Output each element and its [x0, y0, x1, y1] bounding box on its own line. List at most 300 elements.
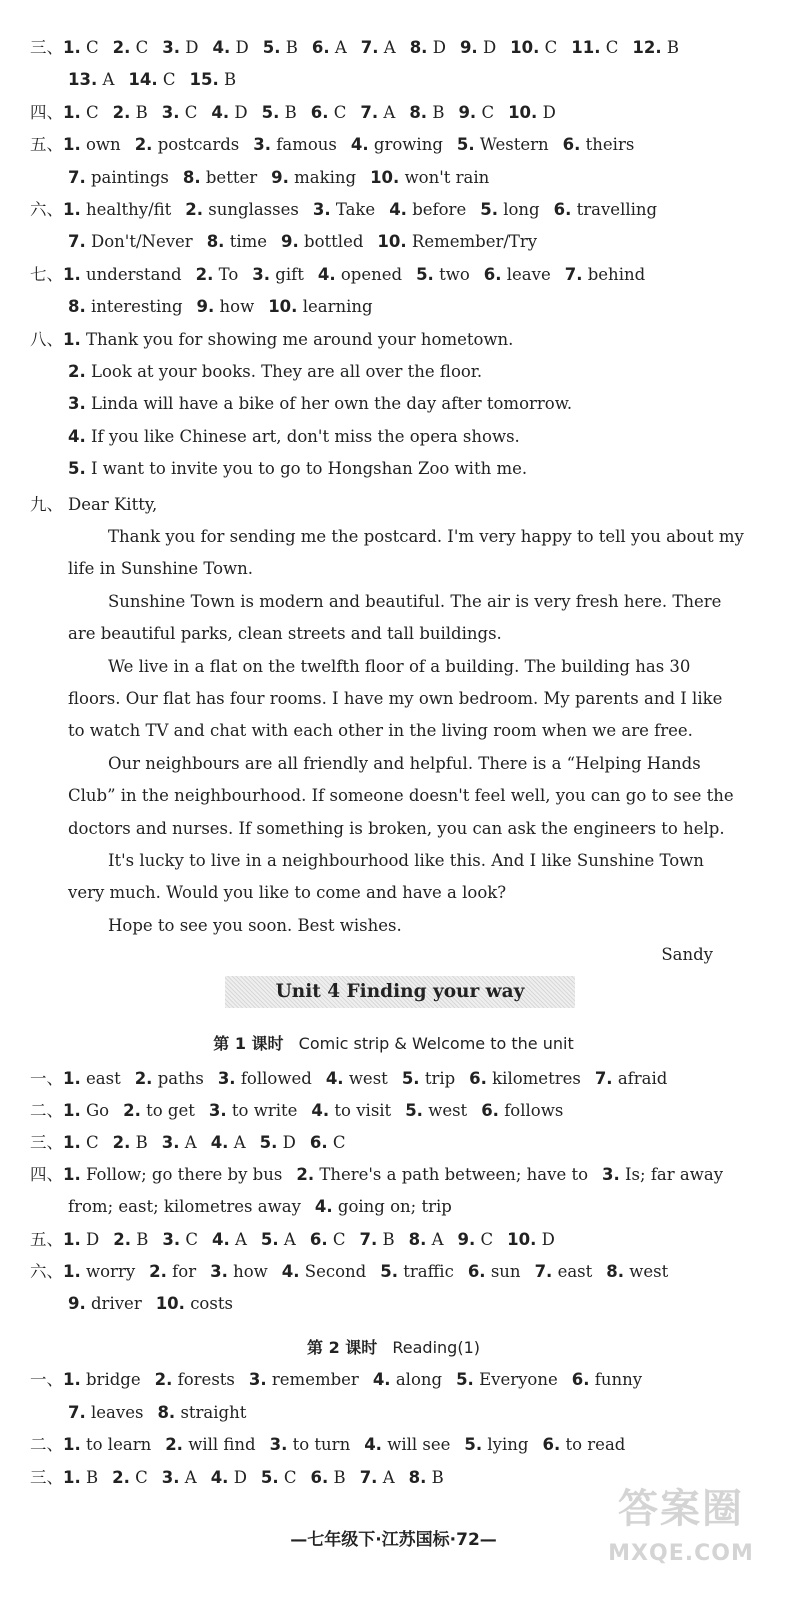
answer-item [563, 135, 635, 154]
answer-text: Everyone [479, 1370, 558, 1389]
answer-number: 2. [134, 135, 153, 155]
answer-number: 6. [571, 1370, 590, 1389]
answer-number: 2. [113, 1229, 131, 1249]
section-label: 一、 [30, 1370, 63, 1389]
letter-line: doctors and nurses. If something is broken, you can ask the engineers to help. [68, 818, 725, 838]
answer-item [458, 103, 494, 122]
answer-number: 2. [68, 362, 86, 381]
answer-number: 1. [63, 264, 81, 284]
lesson-2-number: 第 2 课时 [307, 1338, 378, 1357]
answer-number: 3. [269, 1435, 288, 1454]
answer-item [68, 297, 183, 316]
answer-text: C [86, 102, 99, 122]
answer-item [252, 265, 304, 284]
answer-item [68, 1197, 301, 1216]
answer-number: 10. [508, 102, 538, 122]
answer-text: C [332, 1229, 346, 1249]
answer-text: worry [86, 1261, 136, 1281]
answer-item [185, 200, 299, 219]
answer-item [313, 200, 375, 219]
answer-number: 2. [195, 264, 214, 284]
answer-text: followed [240, 1069, 312, 1088]
answer-number: 4. [210, 1467, 229, 1487]
answer-text: B [284, 102, 297, 122]
page-footer: —七年级下·江苏国标·72— [290, 1530, 497, 1550]
answer-item [296, 1165, 588, 1184]
answer-number: 1. [63, 1370, 81, 1389]
answer-item [113, 1133, 148, 1152]
answer-text: east [557, 1261, 593, 1281]
answer-number: 2. [123, 1101, 141, 1121]
answer-text: A [382, 1467, 395, 1487]
answer-number: 1. [63, 1467, 81, 1487]
answer-number: 4. [212, 1229, 230, 1249]
answer-item [253, 135, 337, 154]
answer-text: postcards [157, 135, 240, 155]
answer-item [271, 168, 356, 187]
answer-item [318, 265, 402, 284]
answer-text: There's a path between; have to [319, 1165, 589, 1185]
answer-number: 6. [483, 264, 502, 284]
answer-item [149, 1262, 196, 1281]
answer-item [373, 1370, 442, 1389]
answer-item [63, 135, 121, 154]
letter-line: are beautiful parks, clean streets and tall buildings. [68, 624, 502, 644]
answer-number: 3. [161, 1467, 180, 1487]
answer-number: 10. [510, 38, 540, 57]
answer-item [207, 232, 267, 251]
answer-number: 6. [310, 102, 329, 122]
answer-text: bottled [304, 232, 364, 252]
answer-text: gift [275, 264, 304, 284]
answer-item [405, 1101, 467, 1120]
answer-text: how [219, 297, 255, 317]
answer-text: two [439, 264, 470, 284]
answer-number: 5. [456, 135, 475, 155]
answer-number: 3. [162, 38, 180, 57]
answer-row [30, 264, 775, 286]
answer-row [30, 199, 775, 221]
answer-item [63, 1133, 99, 1152]
answer-item [409, 103, 444, 122]
answer-item [210, 1262, 268, 1281]
answer-number: 1. [63, 329, 81, 349]
answer-row [68, 69, 775, 91]
answer-text: C [544, 38, 558, 57]
answer-text: making [294, 167, 357, 187]
answer-number: 2. [185, 200, 204, 219]
answer-text: A [184, 1467, 197, 1487]
answer-number: 3. [253, 135, 272, 155]
answer-item [282, 1262, 366, 1281]
answer-text: C [86, 1133, 99, 1153]
answer-text: C [480, 1229, 494, 1249]
answer-item [261, 1230, 296, 1249]
answer-row [68, 231, 775, 253]
answer-number: 4. [350, 135, 369, 155]
section-label: 八、 [30, 329, 63, 349]
answer-text: I want to invite you to go to Hongshan Zoo with me. [91, 459, 528, 479]
answer-item [63, 1435, 151, 1454]
answer-item [63, 200, 171, 219]
answer-item [359, 1230, 394, 1249]
answer-text: won't rain [404, 167, 490, 187]
answer-number: 7. [359, 1467, 378, 1487]
answer-text: behind [587, 264, 646, 284]
answer-number: 3. [162, 1229, 181, 1249]
answer-number: 6. [542, 1435, 561, 1454]
answer-item [480, 200, 539, 219]
answer-text: Don't/Never [91, 232, 193, 252]
answer-row [68, 426, 775, 448]
answer-item [571, 38, 618, 57]
answer-item [128, 70, 175, 89]
answer-item [262, 103, 297, 122]
answer-text: to read [565, 1435, 626, 1454]
answer-number: 3. [602, 1165, 620, 1185]
answer-item [68, 70, 114, 89]
answer-item [162, 1230, 198, 1249]
answer-item [123, 1101, 195, 1120]
answer-text: Remember/Try [411, 232, 538, 252]
answer-number: 2. [112, 102, 131, 122]
answer-text: sun [490, 1261, 521, 1281]
letter-line: Our neighbours are all friendly and helpful. There is a “Helping Hands [108, 753, 701, 773]
answer-number: 6. [562, 135, 581, 155]
answer-item [211, 1468, 247, 1487]
answer-text: B [382, 1229, 395, 1249]
answer-number: 4. [364, 1435, 382, 1454]
answer-item [361, 38, 396, 57]
answer-text: healthy/fit [86, 200, 172, 219]
answer-text: growing [373, 135, 443, 155]
answer-item [508, 103, 556, 122]
answer-item [542, 1435, 625, 1454]
answer-text: opened [340, 264, 403, 284]
answer-item [410, 38, 446, 57]
answer-item [165, 1435, 255, 1454]
answer-item [162, 1133, 197, 1152]
answer-number: 9. [196, 297, 215, 317]
answer-item [63, 330, 513, 349]
answer-text: B [135, 1133, 148, 1153]
answer-row [68, 458, 775, 480]
section-label: 三、 [30, 38, 63, 57]
answer-row [68, 1293, 775, 1315]
answer-number: 6. [481, 1101, 499, 1121]
answer-text: travelling [576, 200, 658, 219]
answer-number: 4. [68, 426, 86, 446]
answer-text: straight [180, 1402, 247, 1422]
answer-item [63, 1468, 98, 1487]
answer-number: 5. [261, 102, 280, 122]
answer-text: D [86, 1229, 100, 1249]
answer-number: 4. [389, 200, 407, 219]
answer-number: 5. [464, 1435, 483, 1454]
answer-number: 4. [314, 1197, 333, 1217]
answer-number: 2. [134, 1069, 153, 1088]
answer-item [281, 232, 363, 251]
answer-text: own [86, 135, 121, 155]
section-label: 六、 [30, 1261, 63, 1281]
answer-item [464, 1435, 528, 1454]
answer-number: 2. [165, 1435, 183, 1454]
answer-number: 7. [359, 1229, 378, 1249]
answer-item [68, 459, 527, 478]
lesson-2-title: Reading(1) [392, 1338, 480, 1357]
lesson-1-title: Comic strip & Welcome to the unit [298, 1034, 574, 1053]
answer-text: Second [304, 1261, 367, 1281]
answer-item [63, 1069, 121, 1088]
answer-item [212, 1230, 247, 1249]
answer-number: 3. [68, 394, 86, 414]
answer-number: 1. [63, 38, 81, 57]
answer-text: leave [506, 264, 551, 284]
answer-text: C [162, 70, 176, 90]
answer-text: A [383, 38, 396, 57]
answer-row [30, 37, 775, 59]
answer-item [68, 427, 520, 446]
lesson-1-number: 第 1 课时 [213, 1034, 284, 1053]
answer-text: along [395, 1370, 443, 1389]
answer-item [469, 1069, 581, 1088]
answer-item [360, 103, 395, 122]
answer-number: 9. [458, 102, 477, 122]
lesson-1-heading [0, 1032, 787, 1056]
answer-text: B [666, 38, 680, 57]
letter-section-label: 九、 [30, 495, 63, 514]
answer-text: to write [231, 1101, 298, 1121]
answer-item [311, 1101, 391, 1120]
answer-text: to visit [334, 1101, 392, 1121]
answer-number: 10. [268, 297, 298, 317]
answer-number: 5. [405, 1101, 423, 1121]
letter-line: floors. Our flat has four rooms. I have my own bedroom. My parents and I like [68, 689, 723, 708]
answer-number: 6. [309, 1133, 328, 1153]
answer-item [351, 135, 443, 154]
letter-line: Club” in the neighbourhood. If someone doesn't feel well, you can go to see the [68, 786, 734, 806]
answer-text: will see [387, 1435, 451, 1454]
answer-text: long [503, 200, 540, 219]
answer-item [63, 1370, 141, 1389]
answer-text: from; east; kilometres away [68, 1197, 301, 1217]
answer-item [261, 1468, 297, 1487]
answer-item [260, 1133, 296, 1152]
section-label: 一、 [30, 1069, 63, 1088]
answer-item [326, 1069, 388, 1088]
answer-text: bridge [86, 1370, 141, 1389]
answer-item [196, 265, 239, 284]
answer-number: 5. [68, 459, 86, 479]
answer-text: east [86, 1069, 121, 1088]
answer-number: 9. [457, 1229, 476, 1249]
answer-number: 7. [534, 1261, 553, 1281]
answer-item [63, 265, 182, 284]
unit-title: Unit 4 Finding your way [225, 976, 575, 1008]
answer-text: follows [504, 1101, 564, 1121]
answer-item [310, 1230, 346, 1249]
answer-text: B [136, 1229, 149, 1249]
answer-number: 4. [372, 1370, 391, 1389]
answer-item [113, 1230, 148, 1249]
answer-text: trip [424, 1069, 456, 1088]
answer-number: 9. [459, 38, 478, 57]
answer-number: 7. [68, 167, 86, 187]
answer-item [554, 200, 657, 219]
answer-text: A [184, 1133, 197, 1153]
answer-text: traffic [403, 1261, 454, 1281]
answer-number: 3. [210, 1261, 228, 1281]
answer-number: 6. [553, 200, 572, 219]
answer-text: funny [594, 1370, 643, 1389]
answer-number: 9. [281, 232, 299, 252]
answer-item [409, 1230, 444, 1249]
answer-item [155, 1370, 235, 1389]
answer-item [68, 1403, 143, 1422]
answer-text: Thank you for showing me around your hometown. [86, 329, 514, 349]
answer-number: 3. [161, 1133, 180, 1153]
answer-text: west [428, 1101, 468, 1121]
answer-text: B [135, 102, 148, 122]
answer-text: Take [335, 200, 376, 219]
answer-text: remember [271, 1370, 359, 1389]
answer-item [211, 1133, 246, 1152]
section-label: 四、 [30, 102, 63, 122]
answer-number: 11. [571, 38, 601, 57]
answer-number: 1. [63, 1069, 81, 1088]
answer-item [565, 265, 645, 284]
answer-number: 15. [189, 70, 219, 90]
answer-item [68, 362, 482, 381]
answer-row [68, 296, 775, 318]
watermark [591, 1478, 771, 1594]
answer-item [457, 135, 549, 154]
answer-number: 5. [262, 38, 281, 57]
answer-text: D [233, 1467, 247, 1487]
answer-text: going on; trip [337, 1197, 452, 1217]
answer-text: D [185, 38, 199, 57]
answer-number: 5. [456, 1370, 474, 1389]
answer-number: 2. [112, 1467, 130, 1487]
answer-number: 6. [469, 1069, 487, 1088]
answer-item [68, 1294, 142, 1313]
answer-item [156, 1294, 233, 1313]
answer-item [458, 1230, 494, 1249]
answer-item [484, 265, 551, 284]
answer-item [606, 1262, 668, 1281]
answer-row [30, 1164, 775, 1186]
answer-text: C [332, 1133, 346, 1153]
answer-item [364, 1435, 450, 1454]
answer-item [135, 135, 240, 154]
answer-number: 7. [68, 232, 86, 252]
answer-text: afraid [617, 1069, 668, 1088]
section-label: 二、 [30, 1435, 63, 1454]
answer-number: 4. [212, 38, 231, 57]
answer-item [460, 38, 496, 57]
letter-line: We live in a flat on the twelfth floor of a building. The building has 30 [108, 656, 691, 676]
answer-item [468, 1262, 521, 1281]
answer-item [68, 168, 169, 187]
letter-signature: Sandy [661, 945, 713, 964]
section-label: 五、 [30, 135, 63, 155]
answer-item [602, 1165, 723, 1184]
answer-text: To [218, 264, 239, 284]
answer-number: 1. [63, 102, 81, 122]
answer-text: lying [487, 1435, 529, 1454]
answer-number: 8. [409, 102, 428, 122]
answer-number: 12. [632, 38, 662, 57]
answer-item [510, 38, 557, 57]
answer-text: sunglasses [208, 200, 299, 219]
answer-text: C [185, 1229, 198, 1249]
answer-item [389, 200, 466, 219]
answer-text: west [629, 1261, 669, 1281]
answer-text: B [285, 38, 298, 57]
answer-text: B [86, 1467, 99, 1487]
answer-number: 8. [408, 1467, 427, 1487]
answer-text: D [282, 1133, 296, 1153]
answer-item [370, 168, 489, 187]
answer-number: 1. [63, 1165, 81, 1185]
answer-text: Follow; go there by bus [86, 1165, 283, 1185]
answer-text: C [86, 38, 99, 57]
answer-row [30, 1132, 775, 1154]
answer-number: 8. [408, 1229, 427, 1249]
letter-line: to watch TV and chat with each other in the living room when we are free. [68, 721, 693, 741]
answer-text: for [172, 1261, 197, 1281]
answer-item [507, 1230, 555, 1249]
answer-number: 1. [63, 1435, 81, 1454]
answer-number: 1. [63, 1101, 81, 1121]
answer-number: 5. [401, 1069, 420, 1088]
answer-number: 6. [467, 1261, 486, 1281]
answer-text: famous [276, 135, 337, 155]
answer-item [63, 38, 99, 57]
answer-text: A [431, 1229, 444, 1249]
answer-text: time [229, 232, 268, 252]
answer-item [218, 1069, 312, 1088]
answer-item [380, 1262, 454, 1281]
letter-line: Sunshine Town is modern and beautiful. The air is very fresh here. There [108, 591, 722, 611]
answer-text: interesting [91, 297, 183, 317]
answer-text: to get [146, 1101, 195, 1121]
answer-number: 7. [564, 264, 583, 284]
answer-item [270, 1435, 351, 1454]
answer-text: A [334, 38, 347, 57]
answer-text: A [283, 1229, 296, 1249]
answer-text: D [234, 102, 248, 122]
answer-number: 3. [208, 1101, 227, 1121]
answer-item [249, 1370, 359, 1389]
answer-item [183, 168, 257, 187]
answer-number: 9. [68, 1293, 86, 1313]
answer-item [377, 232, 537, 251]
answer-number: 10. [155, 1293, 185, 1313]
answer-text: Western [479, 135, 549, 155]
answer-item [456, 1370, 558, 1389]
answer-text: understand [86, 264, 182, 284]
letter-salutation: Dear Kitty, [68, 495, 158, 514]
answer-item [190, 70, 237, 89]
answer-text: west [348, 1069, 388, 1088]
answer-item [311, 103, 347, 122]
answer-text: Go [86, 1101, 110, 1121]
answer-row [30, 329, 775, 351]
answer-text: D [432, 38, 446, 57]
answer-text: C [605, 38, 619, 57]
answer-text: B [431, 1467, 444, 1487]
